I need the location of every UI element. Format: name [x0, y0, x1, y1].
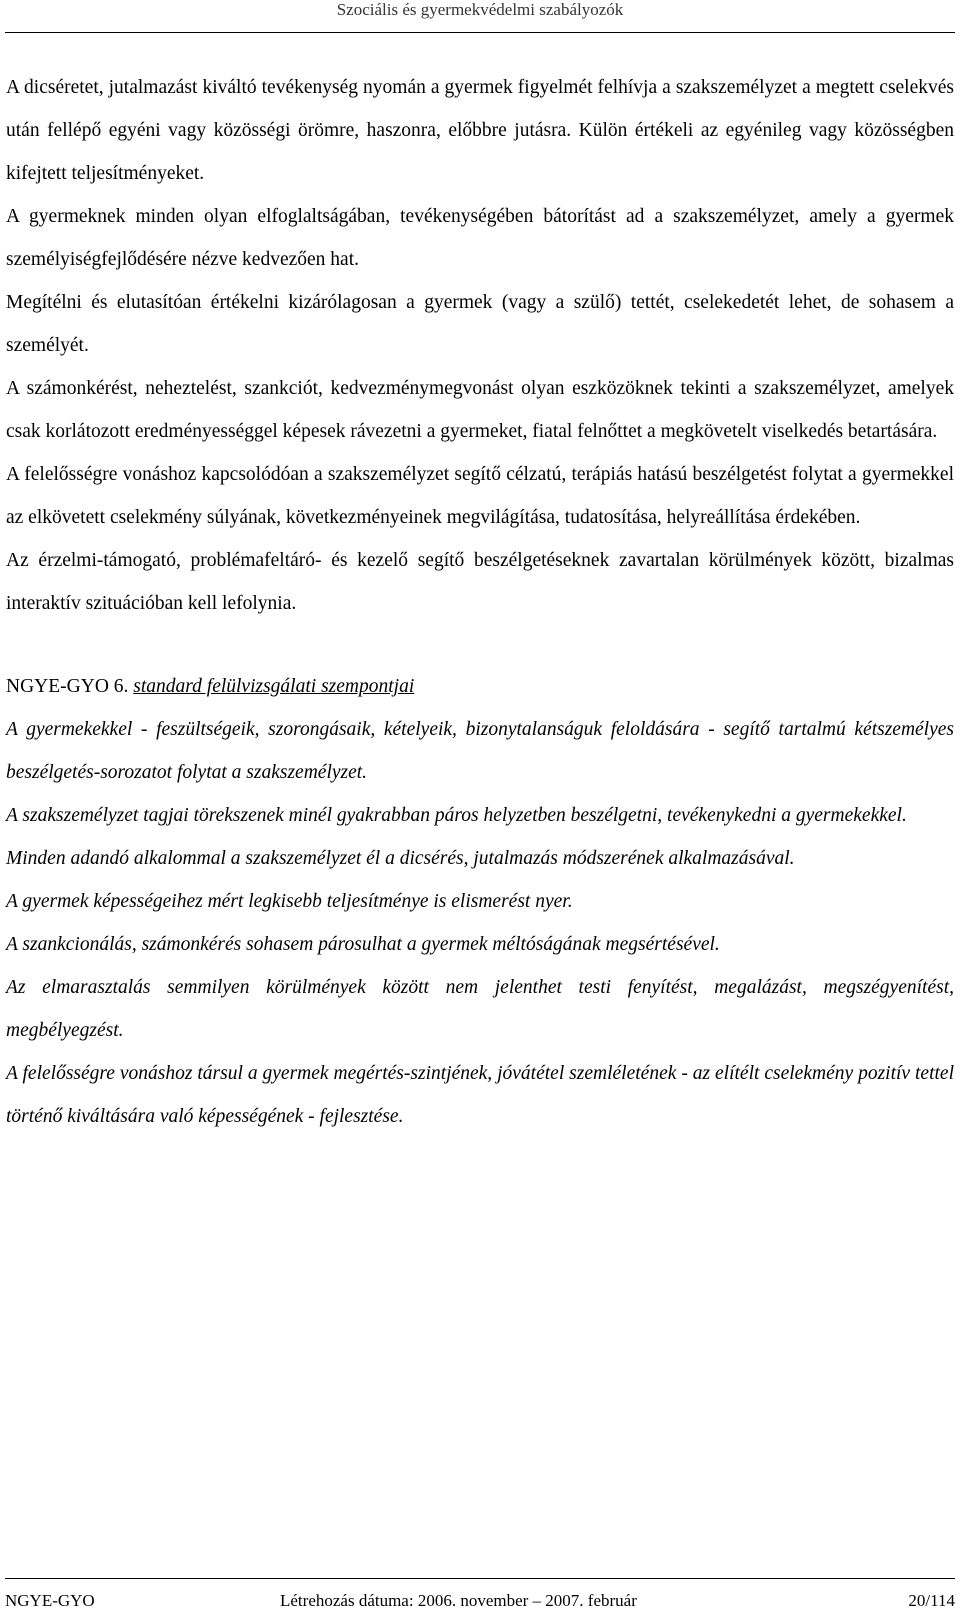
section-spacer — [6, 625, 954, 665]
footer-doc-code: NGYE-GYO — [5, 1591, 95, 1610]
paragraph: A gyermeknek minden olyan elfoglaltságában, tevékenységében bátorítást ad a szakszemélyzet, amely a gyermek személyiségfejlődésére nézve kedvezően hat. — [6, 206, 954, 270]
document-body — [6, 66, 954, 1138]
paragraph: Az érzelmi-támogató, problémafeltáró- és kezelő segítő beszélgetéseknek zavartalan körülmények között, bizalmas interaktív szituációban kell lefolynia. — [6, 550, 954, 614]
review-paragraph: Az elmarasztalás semmilyen körülmények között nem jelenthet testi fenyítést, megalázást, megszégyenítést, megbélyegzést. — [6, 977, 954, 1041]
review-paragraph: A szakszemélyzet tagjai törekszenek minél gyakrabban páros helyzetben beszélgetni, tevékenykedni a gyermekekkel. — [6, 805, 907, 826]
paragraph: A számonkérést, neheztelést, szankciót, kedvezménymegvonást olyan eszközöknek tekinti a szakszemélyzet, amelyek csak korlátozott eredményességgel képesek rávezetni a gyermeket, fiatal felnőttet a megkövetelt viselkedés betartására. — [6, 378, 954, 442]
section-code: NGYE-GYO 6. — [6, 676, 129, 697]
review-paragraph: Minden adandó alkalommal a szakszemélyzet él a dicsérés, jutalmazás módszerének alkalmazásával. — [6, 848, 795, 869]
header-title: Szociális és gyermekvédelmi szabályozók — [336, 0, 624, 19]
review-paragraph: A felelősségre vonáshoz társul a gyermek megértés-szintjének, jóvátétel szemléletének - az elítélt cselekmény pozitív tettel történő kiváltására való képességének - fejlesztése. — [6, 1063, 954, 1127]
footer-creation-date: Létrehozás dátuma: 2006. november – 2007. február — [280, 1591, 637, 1610]
paragraph: Megítélni és elutasítóan értékelni kizárólagosan a gyermek (vagy a szülő) tettét, cselekedetét lehet, de sohasem a személyét. — [6, 292, 954, 356]
review-paragraph: A gyermekekkel - feszültségeik, szorongásaik, kételyeik, bizonytalanságuk feloldására - segítő tartalmú kétszemélyes beszélgetés-sorozatot folytat a szakszemélyzet. — [6, 719, 954, 783]
paragraph: A felelősségre vonáshoz kapcsolódóan a szakszemélyzet segítő célzatú, terápiás hatású beszélgetést folytat a gyermekkel az elkövetett cselekmény súlyának, következményeinek megvilágítása, tudatosítása, helyreállítása érdekében. — [6, 464, 954, 528]
header-divider — [5, 32, 955, 33]
section-title: standard felülvizsgálati szempontjai — [133, 676, 415, 697]
footer-page-number: 20/114 — [908, 1591, 955, 1610]
paragraph: A dicséretet, jutalmazást kiváltó tevékenység nyomán a gyermek figyelmét felhívja a szakszemélyzet a megtett cselekvés után fellépő egyéni vagy közösségi örömre, haszonra, előbbre jutásra. Külön értékeli az egyénileg vagy közösségben kifejtett teljesítményeket. — [6, 77, 954, 184]
page-footer — [5, 1590, 955, 1612]
review-paragraph: A szankcionálás, számonkérés sohasem párosulhat a gyermek méltóságának megsértésével. — [6, 934, 720, 955]
section-heading — [6, 665, 954, 708]
footer-divider — [5, 1578, 955, 1579]
review-paragraph: A gyermek képességeihez mért legkisebb teljesítménye is elismerést nyer. — [6, 891, 573, 912]
page-header — [0, 0, 960, 34]
